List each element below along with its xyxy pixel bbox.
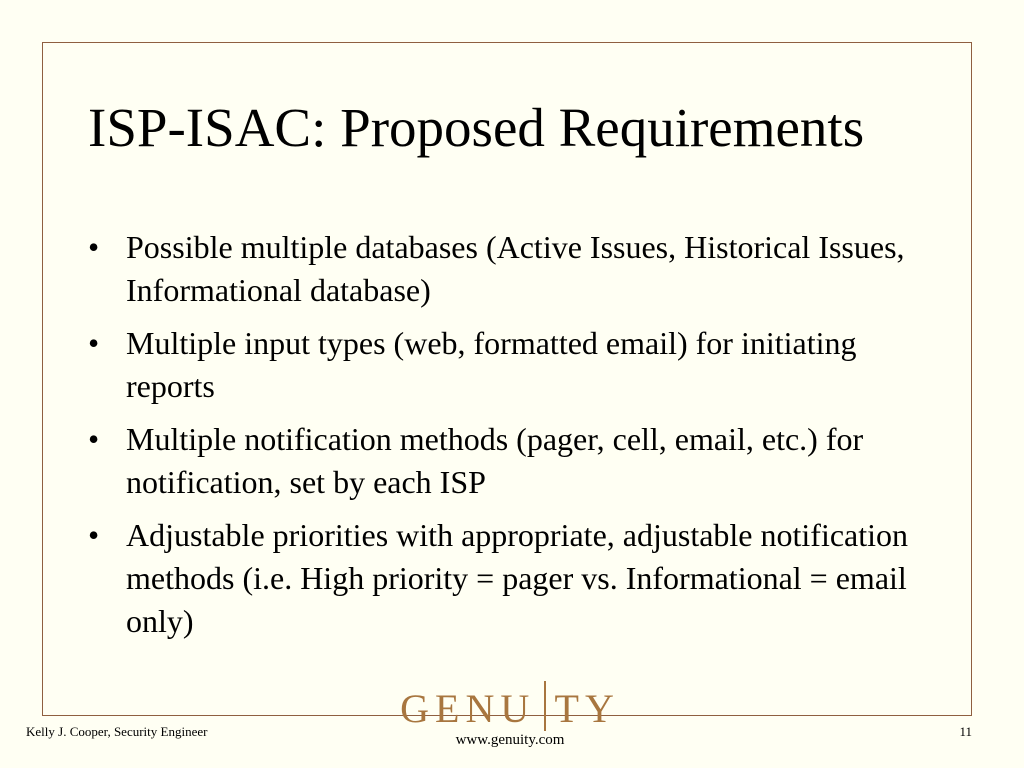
- website-url: www.genuity.com: [455, 732, 565, 748]
- logo-text-end: TY: [554, 686, 620, 731]
- slide-title: ISP-ISAC: Proposed Requirements: [88, 97, 865, 158]
- bullet-text: Multiple input types (web, formatted email) for initiating reports: [126, 325, 857, 404]
- page-number: 11: [959, 724, 972, 739]
- bullet-item: [88, 514, 948, 643]
- bullet-icon: •: [88, 325, 100, 361]
- bullet-item: [88, 226, 948, 312]
- bullet-item: [88, 322, 948, 408]
- bullet-icon: •: [88, 229, 100, 265]
- bullet-text: Adjustable priorities with appropriate, adjustable notification methods (i.e. High priority = pager vs. Informational = email only): [126, 517, 909, 639]
- bullet-list: [88, 226, 948, 653]
- bullet-icon: •: [88, 421, 100, 457]
- bullet-text: Possible multiple databases (Active Issues, Historical Issues, Informational database): [126, 229, 905, 308]
- logo-i-bar-icon: [535, 685, 554, 733]
- bullet-icon: •: [88, 517, 100, 553]
- genuity-logo: [370, 685, 650, 733]
- footer-divider-left: [42, 715, 368, 716]
- bullet-text: Multiple notification methods (pager, cell, email, etc.) for notification, set by each ISP: [126, 421, 864, 500]
- author-credit: Kelly J. Cooper, Security Engineer: [26, 724, 208, 739]
- footer-divider-right: [650, 715, 972, 716]
- logo-text-start: GENU: [400, 686, 536, 731]
- bullet-item: [88, 418, 948, 504]
